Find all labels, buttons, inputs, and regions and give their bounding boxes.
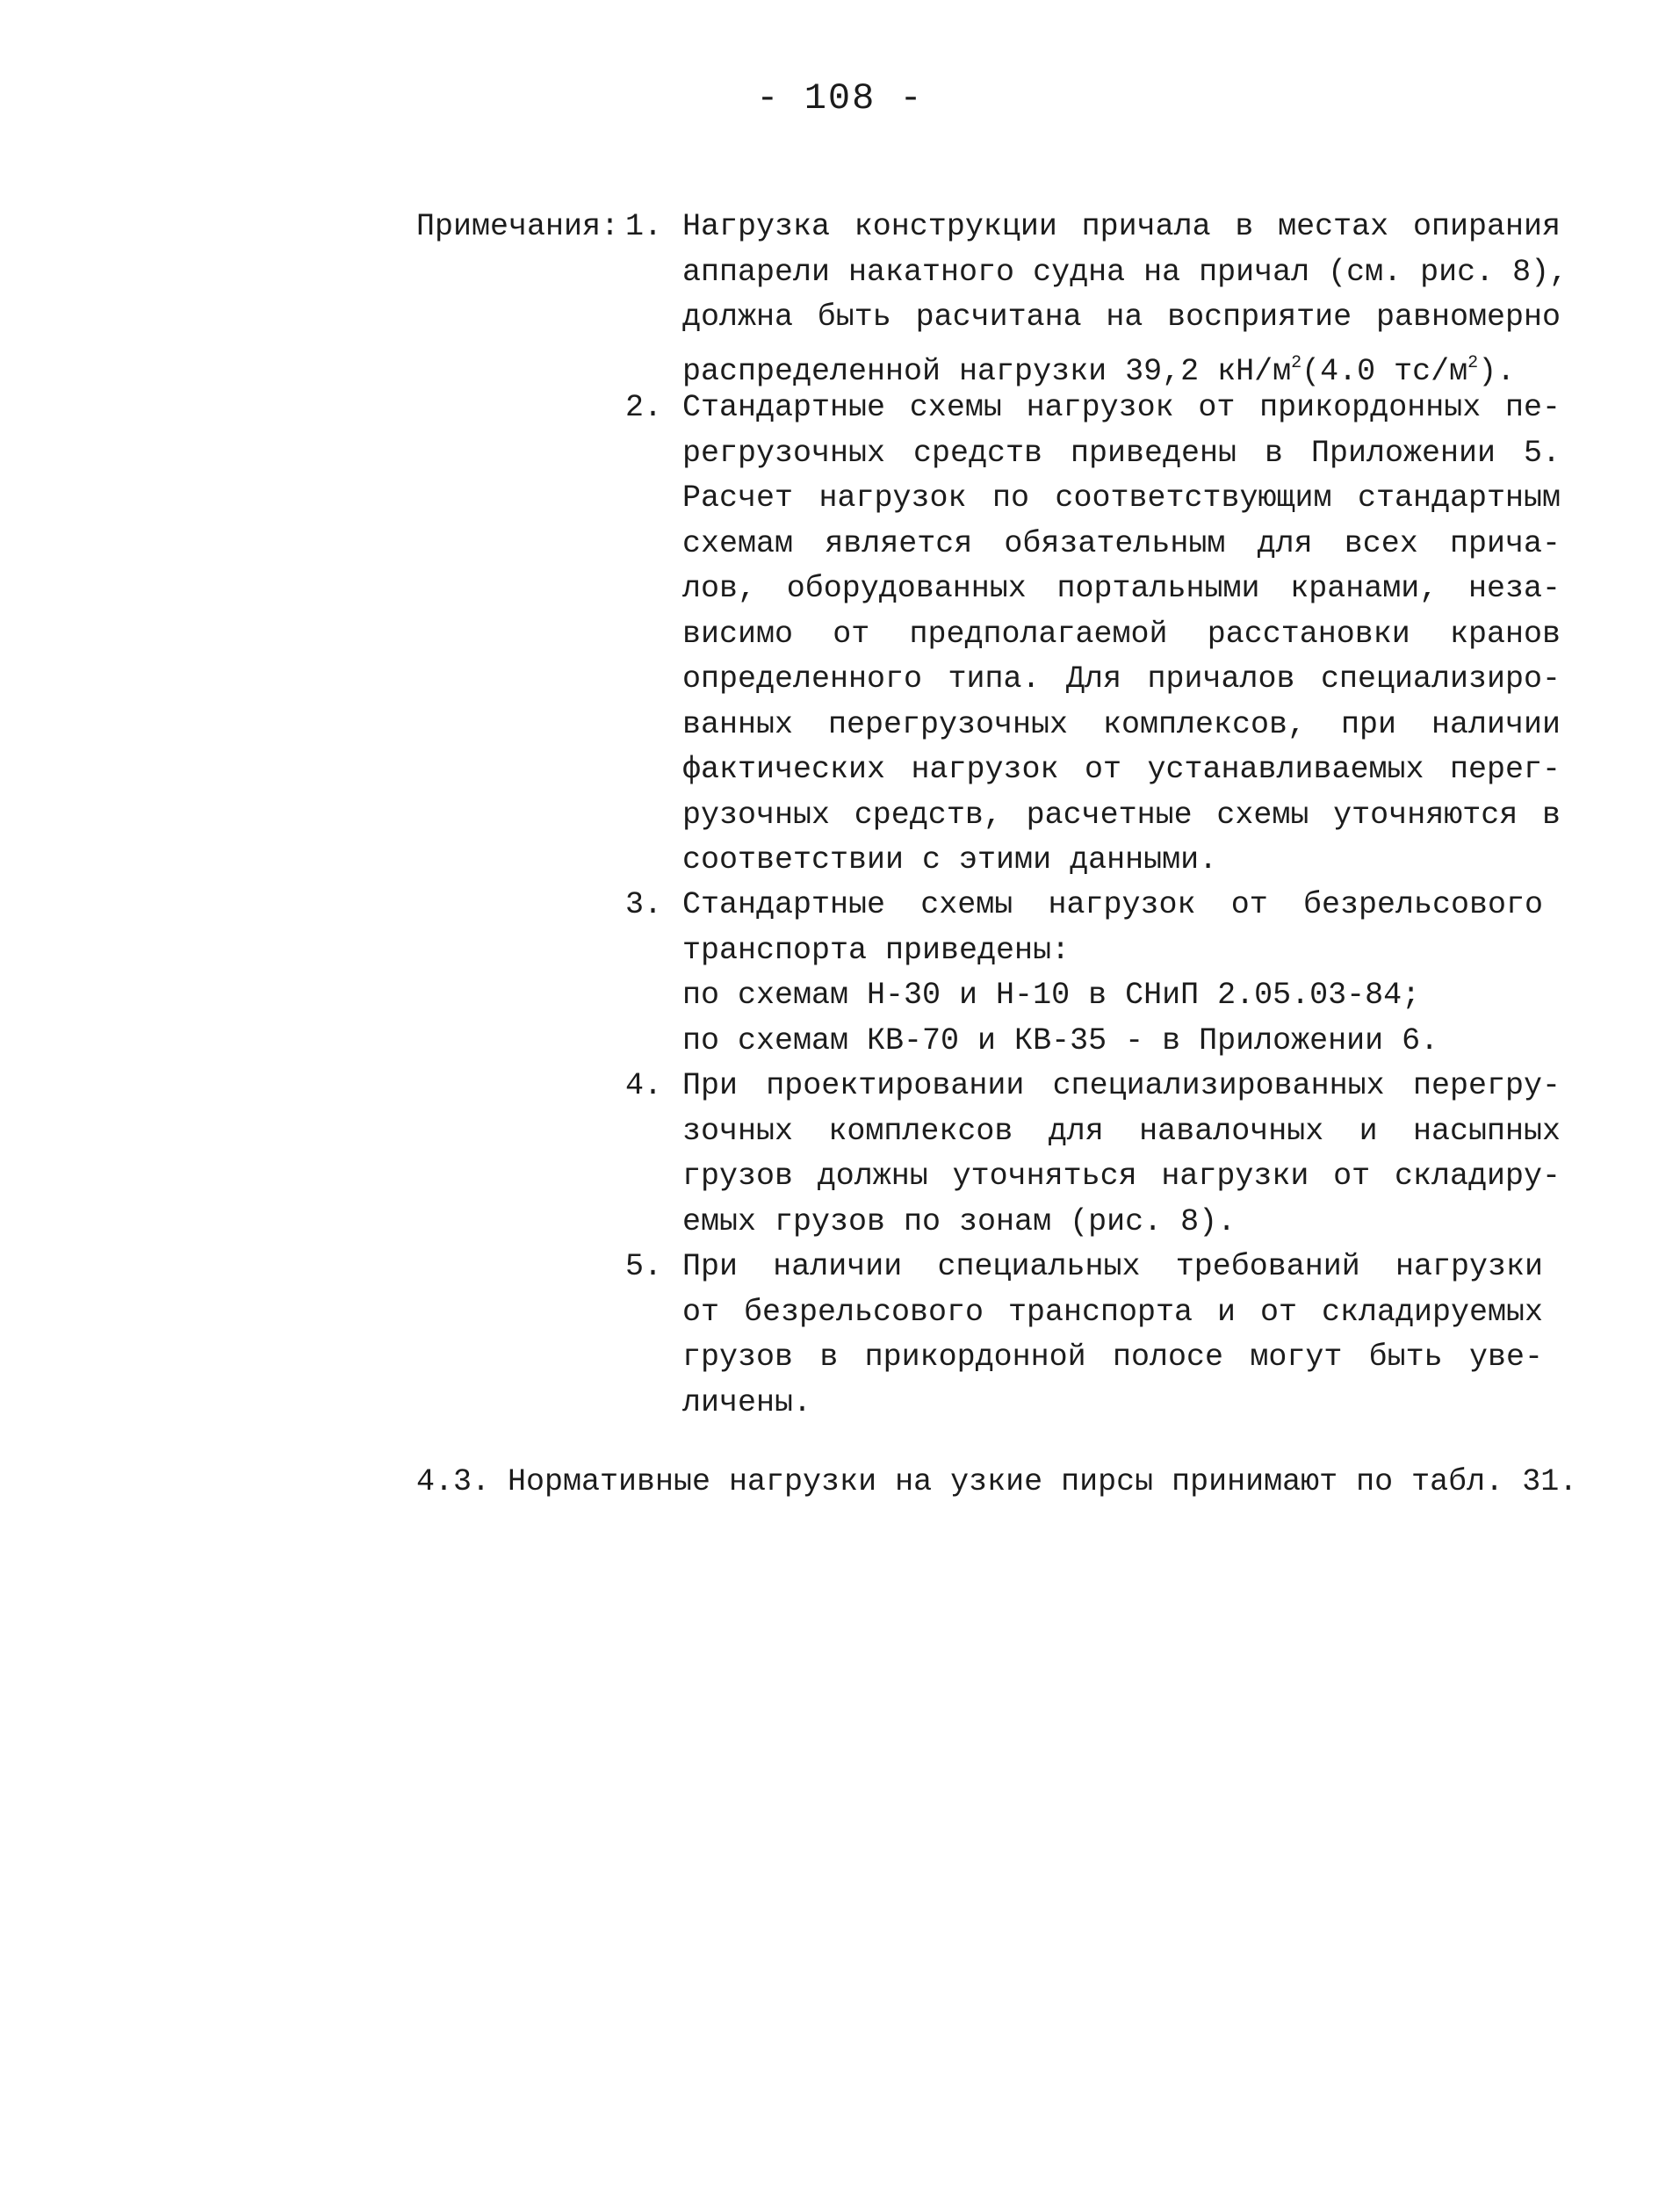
note-body [682,883,1543,1064]
note-line: Стандартные схемы нагрузок от безрельсового [682,887,1543,922]
note-line: схемам является обязательным для всех прича- [682,525,1561,561]
note-line: фактических нагрузок от устанавливаемых перег- [682,752,1561,787]
note-text: распределенной нагрузки 39,2 кН/м [682,353,1292,389]
note-line: по схемам КВ-70 и КВ-35 - в Приложении 6. [682,1022,1439,1058]
page-number: - 108 - [756,77,924,119]
note-number: 2. [625,390,663,425]
note-line: рузочных средств, расчетные схемы уточняются в [682,797,1561,833]
note-line: соответствии с этими данными. [682,842,1218,878]
superscript: 2 [1291,352,1302,373]
note-line: При проектировании специализированных перегру- [682,1068,1561,1103]
note-text: ). [1478,353,1516,389]
note-line: Нагрузка конструкции причала в местах опирания [682,209,1561,244]
note-number: 4. [625,1068,663,1103]
note-line: личены. [682,1384,812,1420]
note-line: зочных комплексов для навалочных и насыпных [682,1113,1561,1149]
note-line: грузов должны уточняться нагрузки от складиру- [682,1159,1561,1194]
note-line: определенного типа. Для причалов специализиро- [682,661,1561,697]
note-line: регрузочных средств приведены в Приложении 5. [682,435,1561,471]
superscript: 2 [1467,352,1479,373]
note-line: должна быть расчитана на восприятие равномерно [682,300,1561,335]
note-line: транспорта приведены: [682,932,1071,968]
note-line: емых грузов по зонам (рис. 8). [682,1203,1237,1239]
section-text: Нормативные нагрузки на узкие пирсы принимают по табл. 31. [508,1464,1578,1499]
section-4-3 [416,1460,1578,1506]
note-line: аппарели накатного судна на причал (см. рис. 8), [682,254,1568,290]
note-line: висимо от предполагаемой расстановки кранов [682,616,1561,652]
note-body [682,205,1568,394]
note-body [682,1064,1561,1245]
note-line: ванных перегрузочных комплексов, при наличии [682,706,1561,742]
note-line: лов, оборудованных портальными кранами, неза- [682,571,1561,606]
note-line: Стандартные схемы нагрузок от прикордонных пе- [682,390,1561,425]
note-number: 3. [625,887,663,922]
note-line: При наличии специальных требований нагрузки [682,1249,1543,1284]
note-body [682,386,1561,884]
note-number: 1. [625,209,663,244]
section-number: 4.3. [416,1464,491,1499]
note-text: (4.0 тс/м [1301,353,1468,389]
note-number: 5. [625,1249,663,1284]
note-body [682,1245,1543,1426]
notes-label: Примечания: [416,209,620,244]
note-line: грузов в прикордонной полосе могут быть уве- [682,1340,1543,1375]
note-line: от безрельсового транспорта и от складируемых [682,1294,1543,1330]
note-line: по схемам Н-30 и Н-10 в СНиП 2.05.03-84; [682,978,1421,1013]
note-line: Расчет нагрузок по соответствующим стандартным [682,480,1561,516]
